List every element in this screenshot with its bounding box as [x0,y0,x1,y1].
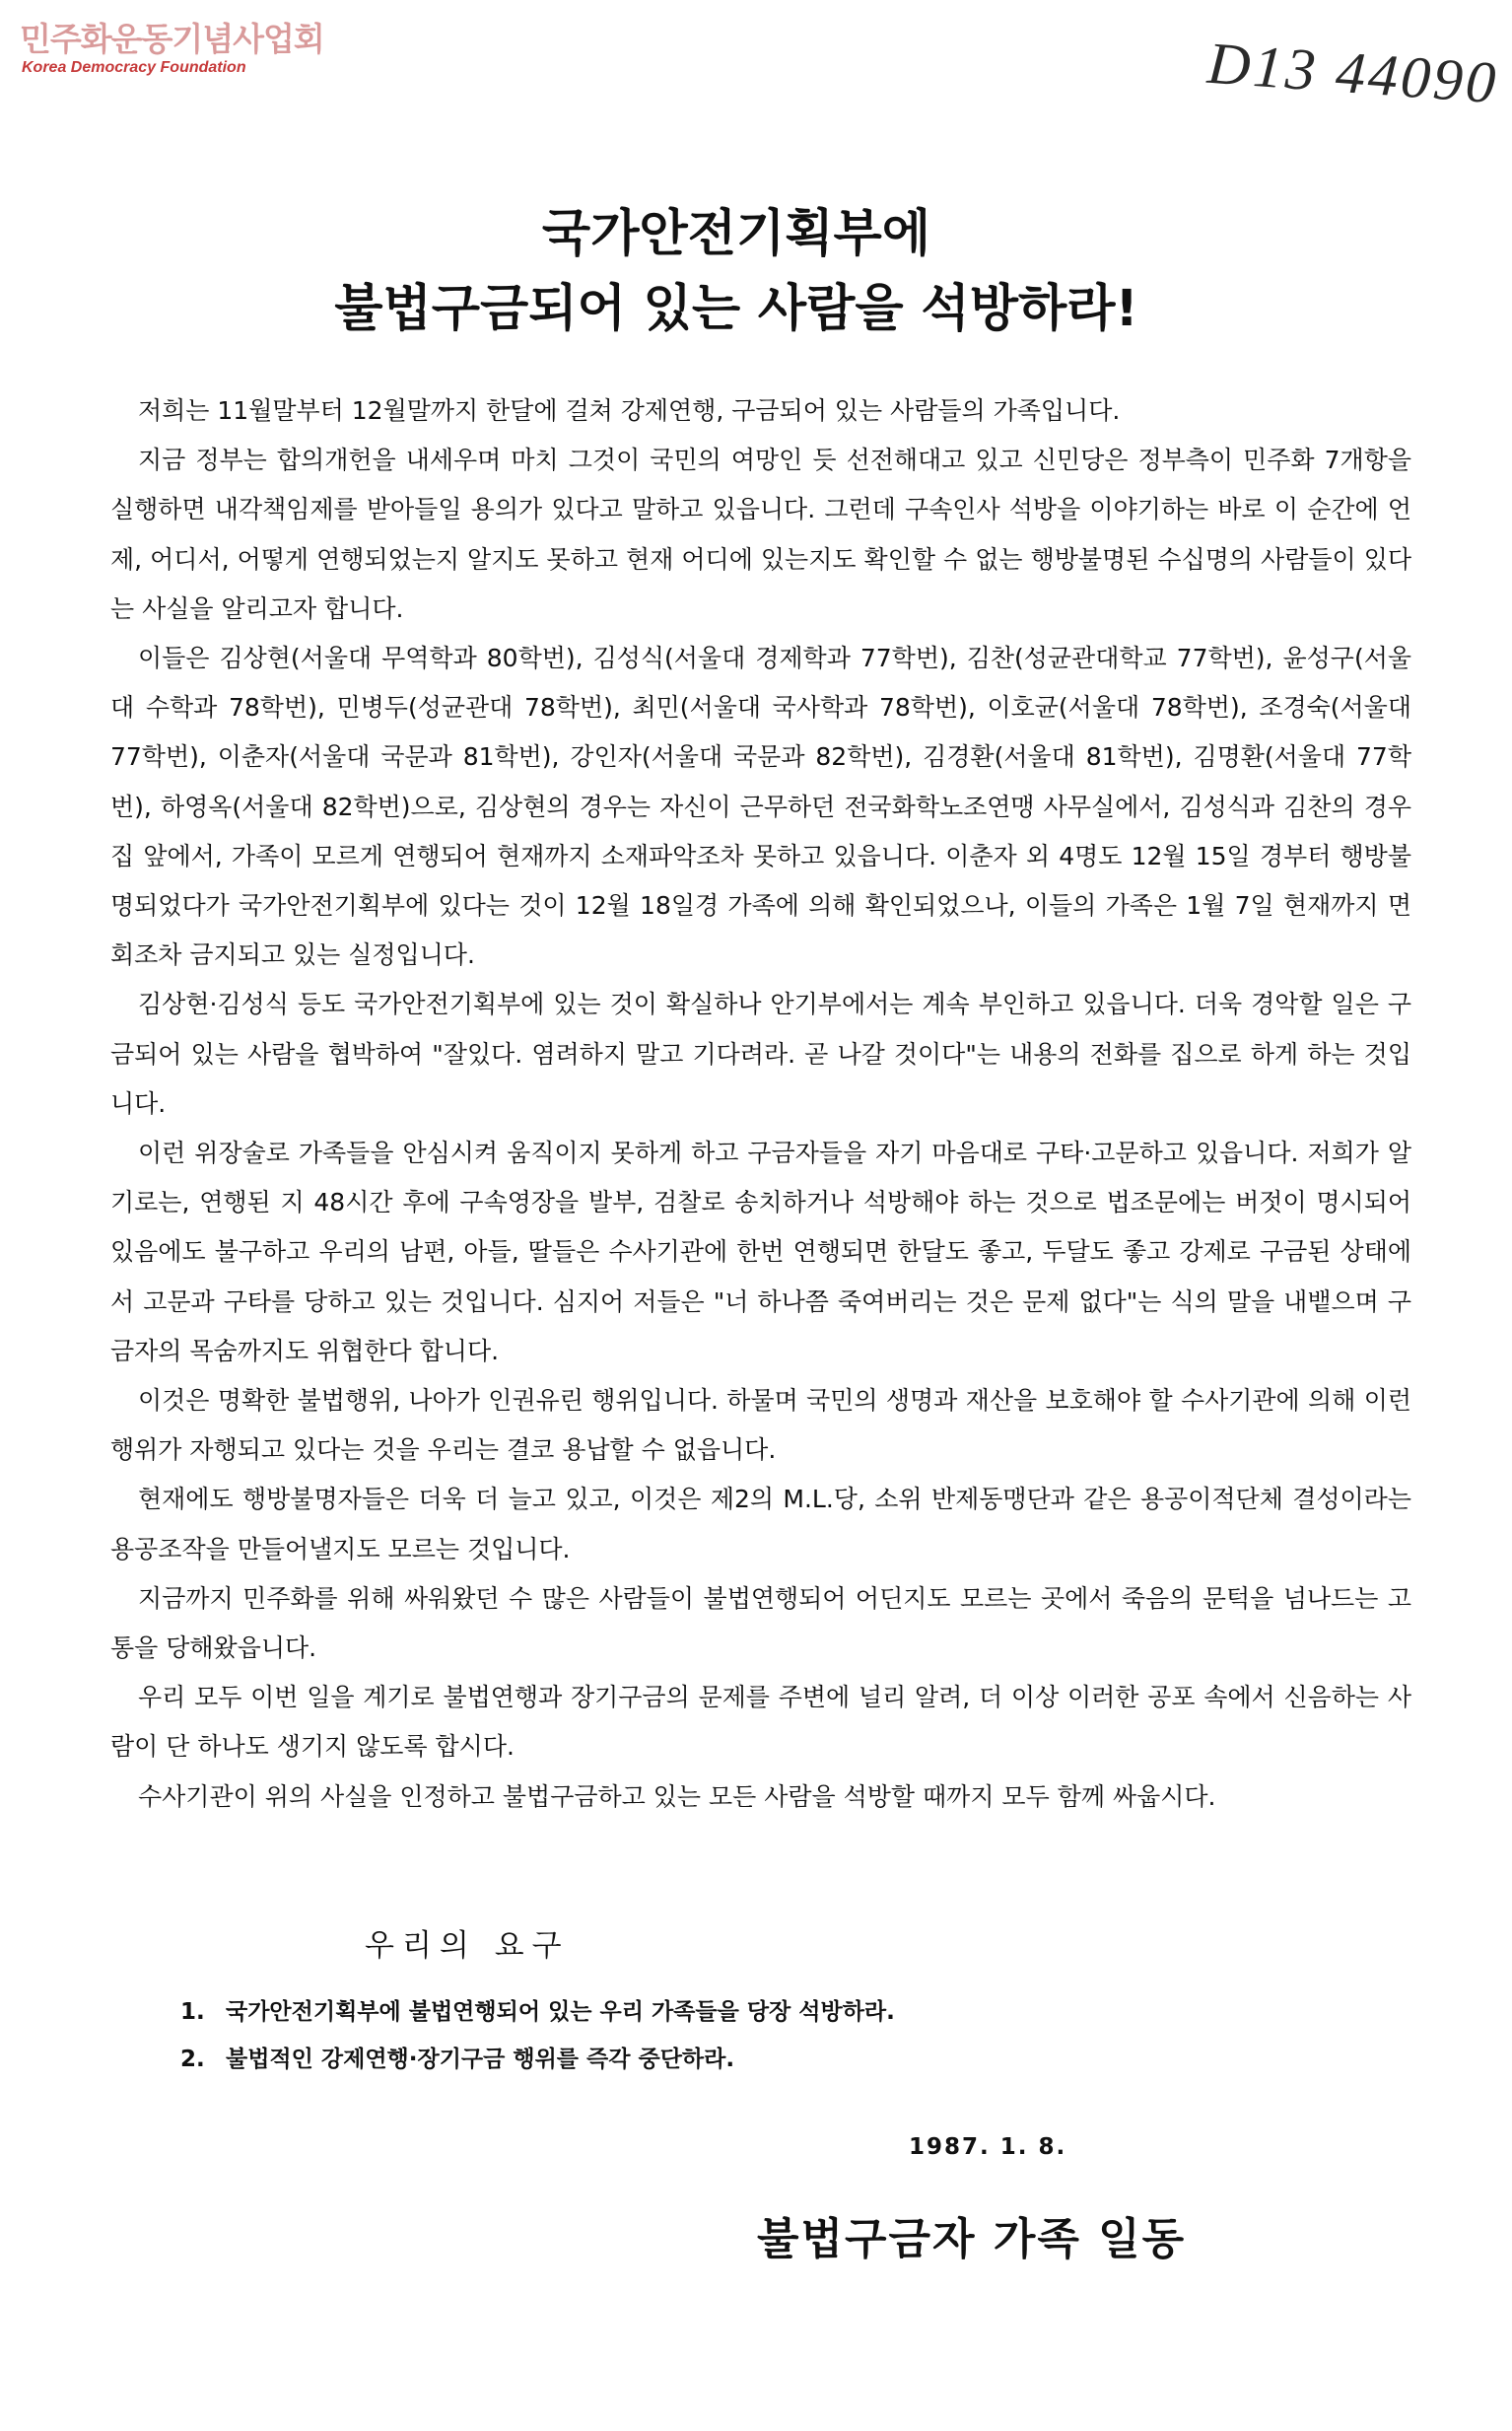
demands-heading: 우리의 요구 [365,1928,570,1964]
demand-item [180,2041,734,2073]
paragraph: 수사기관이 위의 사실을 인정하고 불법구금하고 있는 모든 사람을 석방할 때까지 모두 함께 싸웁시다. [138,1781,1216,1811]
title-line-1: 국가안전기획부에 [541,205,931,263]
demand-number: 1. [180,1999,205,2025]
document-title [0,197,1512,347]
demand-number: 2. [180,2047,205,2072]
watermark-korean-text: 민주화운동기념사업회 [20,20,324,58]
watermark-logo [20,14,324,83]
paragraph: 이것은 명확한 불법행위, 나아가 인권유린 행위입니다. 하물며 국민의 생명과 재산을 보호해야 할 수사기관에 의해 이런 행위가 자행되고 있다는 것을 우리는 결코 용납할 수 없읍니다. [110,1386,1411,1465]
document-date: 1987. 1. 8. [909,2134,1067,2160]
paragraph: 이런 위장술로 가족들을 안심시켜 움직이지 못하게 하고 구금자들을 자기 마음대로 구타·고문하고 있읍니다. 저희가 알기로는, 연행된 지 48시간 후에 구속영장을 발부, 검찰로 송치하거나 석방해야 하는 것으로 법조문에는 버젓이 명시되어 있음에도 불구하고 우리의 남편, 아들, 딸들은 수사기관에 한번 연행되면 한달도 좋고, 두달도 좋고 강제로 구금된 상태에서 고문과 구타를 당하고 있는 것입니다. 심지어 저들은 "너 하나쯤 죽여버리는 것은 문제 없다"는 식의 말을 내뱉으며 구금자의 목숨까지도 위협한다 합니다. [110,1139,1411,1365]
watermark-english-text: Korea Democracy Foundation [22,59,246,76]
title-line-2: 불법구금되어 있는 사람을 석방하라! [334,280,1138,338]
paragraph: 저희는 11월말부터 12월말까지 한달에 걸쳐 강제연행, 구금되어 있는 사람들의 가족입니다. [138,396,1121,425]
paragraph: 김상현·김성식 등도 국가안전기획부에 있는 것이 확실하나 안기부에서는 계속 부인하고 있읍니다. 더욱 경악할 일은 구금되어 있는 사람을 협박하여 "잘있다. 염려하지 말고 기다려라. 곧 나갈 것이다"는 내용의 전화를 집으로 하게 하는 것입니다. [110,990,1411,1118]
handwritten-archive-code: D13 44090 [1205,30,1501,116]
paragraph: 현재에도 행방불명자들은 더욱 더 늘고 있고, 이것은 제2의 M.L.당, 소위 반제동맹단과 같은 용공이적단체 결성이라는 용공조작을 만들어낼지도 모르는 것입니다. [110,1485,1411,1563]
document-body [110,386,1411,1822]
paragraph: 이들은 김상현(서울대 무역학과 80학번), 김성식(서울대 경제학과 77학번), 김찬(성균관대학교 77학번), 윤성구(서울대 수학과 78학번), 민병두(성균관대 78학번), 최민(서울대 국사학과 78학번), 이호균(서울대 78학번), 조경숙(서울대 77학번), 이춘자(서울대 국문과 81학번), 강인자(서울대 국문과 82학번), 김경환(서울대 81학번), 김명환(서울대 77학번), 하영옥(서울대 82학번)으로, 김상현의 경우는 자신이 근무하던 전국화학노조연맹 사무실에서, 김성식과 김찬의 경우 집 앞에서, 가족이 모르게 연행되어 현재까지 소재파악조차 못하고 있읍니다. 이춘자 외 4명도 12월 15일 경부터 행방불명되었다가 국가안전기획부에 있다는 것이 12월 18일경 가족에 의해 확인되었으나, 이들의 가족은 1월 7일 현재까지 면회조차 금지되고 있는 실정입니다. [110,644,1411,970]
demand-text: 국가안전기획부에 불법연행되어 있는 우리 가족들을 당장 석방하라. [226,1999,895,2025]
paragraph: 지금까지 민주화를 위해 싸워왔던 수 많은 사람들이 불법연행되어 어딘지도 모르는 곳에서 죽음의 문턱을 넘나드는 고통을 당해왔읍니다. [110,1583,1411,1663]
demand-item [180,1993,895,2026]
demand-text: 불법적인 강제연행·장기구금 행위를 즉각 중단하라. [226,2047,735,2072]
paragraph: 우리 모두 이번 일을 계기로 불법연행과 장기구금의 문제를 주변에 널리 알려, 더 이상 이러한 공포 속에서 신음하는 사람이 단 하나도 생기지 않도록 합시다. [110,1683,1411,1762]
signature-issuer: 불법구금자 가족 일동 [757,2214,1187,2264]
paragraph: 지금 정부는 합의개헌을 내세우며 마치 그것이 국민의 여망인 듯 선전해대고 있고 신민당은 정부측이 민주화 7개항을 실행하면 내각책임제를 받아들일 용의가 있다고 말하고 있읍니다. 그런데 구속인사 석방을 이야기하는 바로 이 순간에 언제, 어디서, 어떻게 연행되었는지 알지도 못하고 현재 어디에 있는지도 확인할 수 없는 행방불명된 수십명의 사람들이 있다는 사실을 알리고자 합니다. [110,446,1411,623]
